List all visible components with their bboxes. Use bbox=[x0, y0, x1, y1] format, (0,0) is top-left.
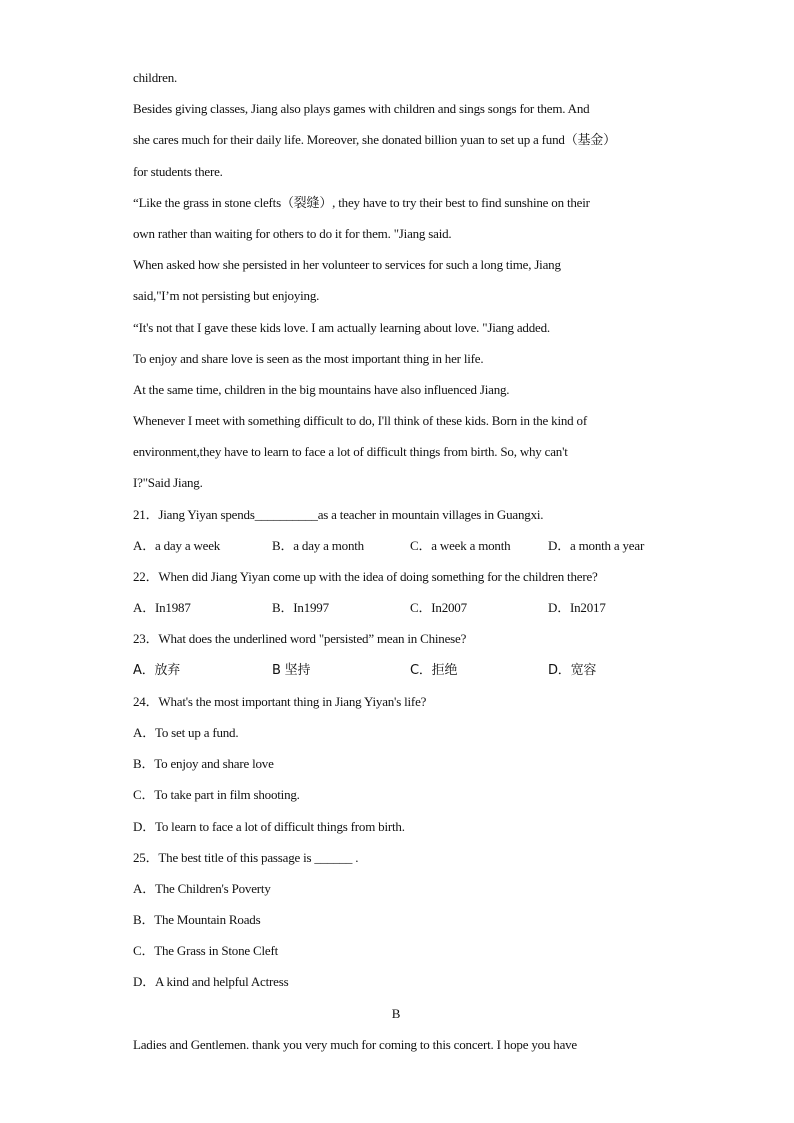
passage-line: children. bbox=[133, 70, 178, 85]
question-24-stem: 24．What's the most important thing in Jiang Yiyan's life? bbox=[133, 693, 427, 709]
option-b: B 坚持 bbox=[272, 662, 311, 678]
passage-line: own rather than waiting for others to do it for them. "Jiang said. bbox=[133, 225, 452, 241]
option-b: B．a day a month bbox=[272, 537, 364, 553]
question-23-options bbox=[133, 655, 673, 686]
passage-line: said,"I’m not persisting but enjoying. bbox=[133, 288, 320, 304]
passage-line: she cares much for their daily life. Moreover, she donated billion yuan to set up a fund（基金） bbox=[133, 132, 616, 148]
document-page bbox=[133, 62, 673, 1060]
option-b: B．In1997 bbox=[272, 600, 329, 616]
passage-line: environment,they have to learn to face a lot of difficult things from birth. So, why can't bbox=[133, 444, 568, 460]
question-25-stem: 25．The best title of this passage is ______ . bbox=[133, 849, 359, 865]
option-d: D．In2017 bbox=[548, 600, 606, 616]
option-a: A．The Children's Poverty bbox=[133, 880, 271, 896]
passage-line: When asked how she persisted in her volunteer to services for such a long time, Jiang bbox=[133, 257, 561, 273]
passage-line: Ladies and Gentlemen. thank you very much for coming to this concert. I hope you have bbox=[133, 1036, 578, 1052]
question-21-options bbox=[133, 530, 673, 561]
question-23-stem: 23．What does the underlined word "persisted” mean in Chinese? bbox=[133, 631, 467, 647]
passage-line: “It's not that I gave these kids love. I am actually learning about love. "Jiang added. bbox=[133, 319, 550, 335]
option-b: B．The Mountain Roads bbox=[133, 912, 261, 928]
passage-line: “Like the grass in stone clefts（裂缝）, they have to try their best to find sunshine on their bbox=[133, 194, 590, 210]
option-c: C．In2007 bbox=[410, 600, 467, 616]
option-c: C．拒绝 bbox=[410, 662, 458, 678]
question-21-stem: 21．Jiang Yiyan spends__________as a teacher in mountain villages in Guangxi. bbox=[133, 506, 544, 522]
passage-line: Whenever I meet with something difficult to do, I'll think of these kids. Born in the kind of bbox=[133, 413, 587, 429]
option-d: D．宽容 bbox=[548, 662, 597, 678]
option-a: A．a day a week bbox=[133, 537, 221, 553]
option-c: C．The Grass in Stone Cleft bbox=[133, 943, 279, 959]
option-b: B．To enjoy and share love bbox=[133, 756, 274, 772]
passage-line: I?"Said Jiang. bbox=[133, 475, 203, 491]
passage-line: for students there. bbox=[133, 163, 223, 179]
option-a: A．In1987 bbox=[133, 600, 191, 616]
option-c: C．a week a month bbox=[410, 537, 511, 553]
question-22-options bbox=[133, 592, 673, 623]
option-d: D．A kind and helpful Actress bbox=[133, 974, 289, 990]
option-d: D．To learn to face a lot of difficult things from birth. bbox=[133, 818, 405, 834]
option-a: A．放弃 bbox=[133, 662, 181, 678]
option-c: C．To take part in film shooting. bbox=[133, 787, 300, 803]
option-d: D．a month a year bbox=[548, 537, 645, 553]
passage-line: At the same time, children in the big mountains have also influenced Jiang. bbox=[133, 381, 510, 397]
passage-line: Besides giving classes, Jiang also plays games with children and sings songs for them. And bbox=[133, 101, 590, 117]
option-a: A．To set up a fund. bbox=[133, 724, 239, 740]
passage-line: To enjoy and share love is seen as the most important thing in her life. bbox=[133, 350, 484, 366]
question-22-stem: 22．When did Jiang Yiyan come up with the idea of doing something for the children there? bbox=[133, 569, 598, 584]
section-heading: B bbox=[391, 1005, 401, 1021]
